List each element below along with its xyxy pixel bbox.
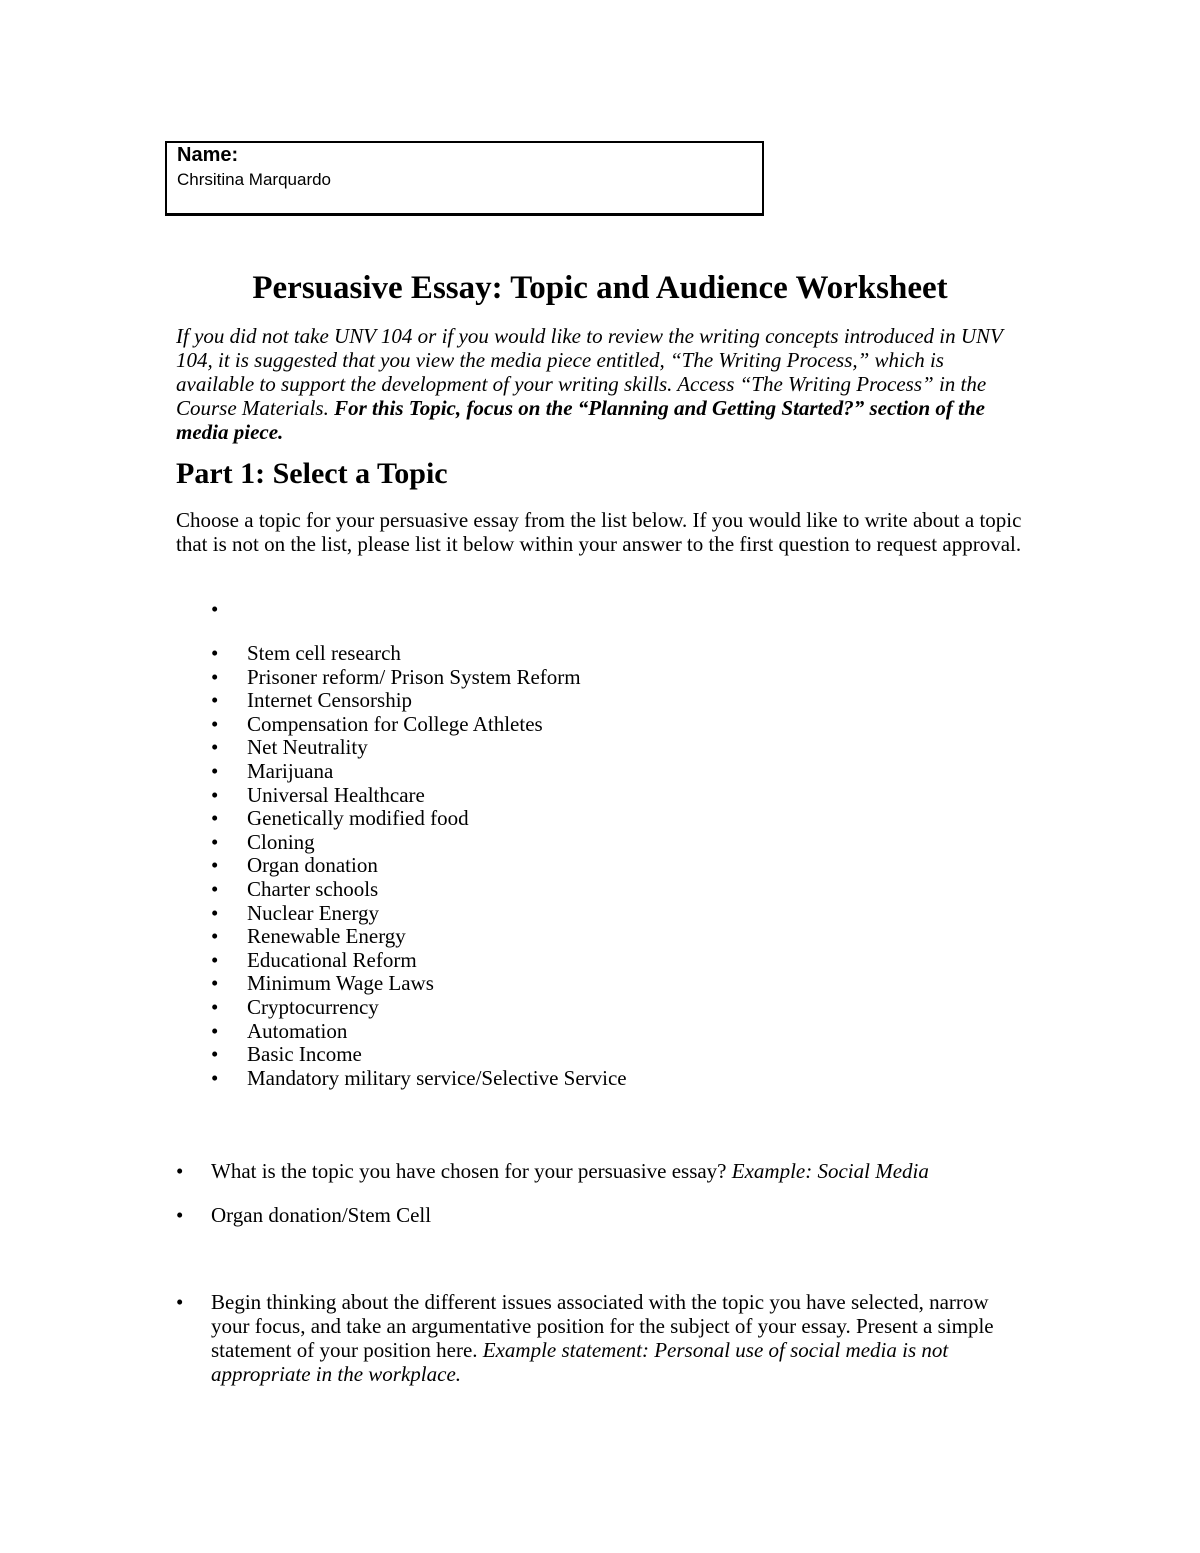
part1-heading: Part 1: Select a Topic: [176, 457, 448, 490]
bullet-icon: •: [211, 711, 219, 736]
question-1-text: What is the topic you have chosen for your persuasive essay?: [211, 1159, 727, 1183]
list-item: • Stem cell research: [211, 641, 401, 665]
list-item: • Charter schools: [211, 876, 379, 901]
question-2-example: Example statement: Personal use of social media is not appropriate in the workplace.: [211, 1338, 949, 1386]
bullet-icon: •: [211, 806, 219, 831]
bullet-icon: •: [211, 900, 219, 925]
list-item: • Basic Income: [211, 1042, 362, 1067]
list-item: • Compensation for College Athletes: [211, 711, 543, 736]
bullet-icon: •: [211, 758, 219, 783]
bullet-icon: •: [211, 876, 219, 901]
list-item: • Genetically modified food: [211, 806, 469, 831]
list-item: • Automation: [211, 1018, 348, 1043]
list-item: • Internet Censorship: [211, 688, 413, 713]
list-item: • Educational Reform: [211, 947, 417, 972]
part1-instructions: Choose a topic for your persuasive essay from the list below. If you would like to write about a topic that is not on the list, please list it below within your answer to the first question to request approval.: [176, 508, 1022, 556]
intro-text: If you did not take UNV 104 or if you would like to review the writing concepts introduced in UNV 104, it is suggested that you view the media piece entitled, “The Writing Process,” which is available to support the development of your writing skills. Access “The Writing Process” in the Course Materials.: [176, 324, 1003, 420]
bullet-icon: •: [211, 1042, 219, 1067]
bullet-icon: •: [211, 829, 219, 854]
bullet-icon: •: [211, 994, 219, 1019]
answer-1: [176, 1203, 1026, 1227]
question-1: [176, 1159, 1026, 1183]
bullet-icon: •: [211, 664, 219, 689]
list-item: • Minimum Wage Laws: [211, 971, 434, 996]
list-item: • Marijuana: [211, 758, 334, 783]
topic-list: [211, 598, 627, 1090]
bullet-icon: •: [211, 735, 219, 760]
bullet-icon: •: [176, 1203, 184, 1227]
bullet-icon: •: [176, 1159, 184, 1183]
bullet-icon: •: [211, 1018, 219, 1043]
bullet-icon: •: [211, 782, 219, 807]
name-label: Name:: [177, 144, 239, 166]
bullet-icon: •: [211, 1065, 219, 1090]
list-item: • Nuclear Energy: [211, 900, 379, 925]
question-1-example: Example: Social Media: [731, 1159, 929, 1183]
name-box: [165, 141, 764, 216]
answer-1-text[interactable]: Organ donation/Stem Cell: [211, 1203, 432, 1227]
bullet-icon: •: [211, 688, 219, 713]
list-item: • Universal Healthcare: [211, 782, 425, 807]
name-value[interactable]: Chrsitina Marquardo: [177, 170, 332, 189]
list-item: • Renewable Energy: [211, 924, 406, 949]
list-item: • Organ donation: [211, 853, 378, 878]
bullet-icon: •: [176, 1290, 184, 1314]
bullet-icon: •: [211, 853, 219, 878]
intro-paragraph: [176, 324, 1026, 444]
list-item-blank: [211, 598, 627, 642]
page-title: Persuasive Essay: Topic and Audience Worksheet: [252, 270, 948, 306]
list-item: • Mandatory military service/Selective Service: [211, 1065, 627, 1090]
bullet-icon: •: [211, 924, 219, 949]
bullet-icon: •: [211, 641, 219, 665]
intro-bold-text: For this Topic, focus on the “Planning and Getting Started?” section of the media piece.: [176, 396, 985, 444]
question-2-text: Begin thinking about the different issues associated with the topic you have selected, narrow your focus, and take an argumentative position for the subject of your essay. Present a simple statement of your position here.: [211, 1290, 994, 1362]
list-item: • Net Neutrality: [211, 735, 368, 760]
bullet-icon: •: [211, 947, 219, 972]
question-2: [176, 1290, 1026, 1386]
list-item: • Cloning: [211, 829, 315, 854]
list-item: • Cryptocurrency: [211, 994, 379, 1019]
list-item: • Prisoner reform/ Prison System Reform: [211, 664, 581, 689]
bullet-icon: •: [211, 597, 219, 621]
bullet-icon: •: [211, 971, 219, 996]
